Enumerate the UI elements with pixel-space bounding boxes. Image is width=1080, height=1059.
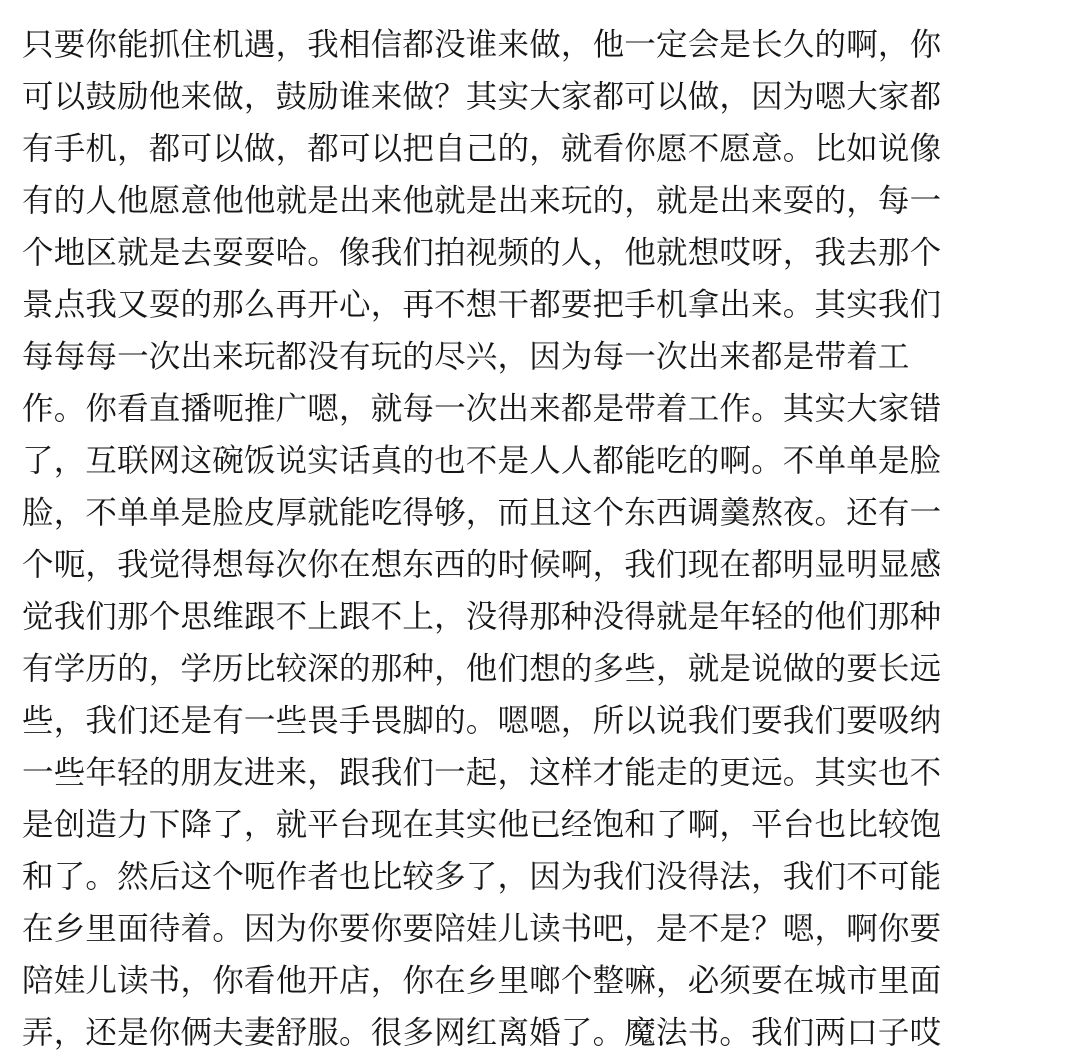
text-line: 个呃，我觉得想每次你在想东西的时候啊，我们现在都明显明显感 <box>22 547 942 583</box>
text-line: 些，我们还是有一些畏手畏脚的。嗯嗯，所以说我们要我们要吸纳 <box>22 703 942 739</box>
text-line: 只要你能抓住机遇，我相信都没谁来做，他一定会是长久的啊，你 <box>22 27 942 63</box>
text-line: 作。你看直播呃推广嗯，就每一次出来都是带着工作。其实大家错 <box>22 391 942 427</box>
text-line: 有手机，都可以做，都可以把自己的，就看你愿不愿意。比如说像 <box>22 131 942 167</box>
text-line: 是创造力下降了，就平台现在其实他已经饱和了啊，平台也比较饱 <box>22 807 942 843</box>
text-line: 陪娃儿读书，你看他开店，你在乡里啷个整嘛，必须要在城市里面 <box>22 963 942 999</box>
text-line: 每每每一次出来玩都没有玩的尽兴，因为每一次出来都是带着工 <box>22 339 910 375</box>
text-line: 在乡里面待着。因为你要你要陪娃儿读书吧，是不是？嗯，啊你要 <box>22 911 942 947</box>
text-line: 和了。然后这个呃作者也比较多了，因为我们没得法，我们不可能 <box>22 859 942 895</box>
text-line: 弄，还是你俩夫妻舒服。很多网红离婚了。魔法书。我们两口子哎 <box>22 1015 942 1051</box>
text-line: 了，互联网这碗饭说实话真的也不是人人都能吃的啊。不单单是脸 <box>22 443 942 479</box>
text-line: 可以鼓励他来做，鼓励谁来做？其实大家都可以做，因为嗯大家都 <box>22 79 942 115</box>
text-line: 脸，不单单是脸皮厚就能吃得够，而且这个东西调羹熬夜。还有一 <box>22 495 942 531</box>
text-line: 个地区就是去耍耍哈。像我们拍视频的人，他就想哎呀，我去那个 <box>22 235 942 271</box>
text-line: 一些年轻的朋友进来，跟我们一起，这样才能走的更远。其实也不 <box>22 755 942 791</box>
article-body <box>22 0 1072 1059</box>
text-line: 有的人他愿意他他就是出来他就是出来玩的，就是出来耍的，每一 <box>22 183 942 219</box>
text-line: 觉我们那个思维跟不上跟不上，没得那种没得就是年轻的他们那种 <box>22 599 942 635</box>
text-line: 有学历的，学历比较深的那种，他们想的多些，就是说做的要长远 <box>22 651 942 687</box>
text-line: 景点我又耍的那么再开心，再不想干都要把手机拿出来。其实我们 <box>22 287 942 323</box>
